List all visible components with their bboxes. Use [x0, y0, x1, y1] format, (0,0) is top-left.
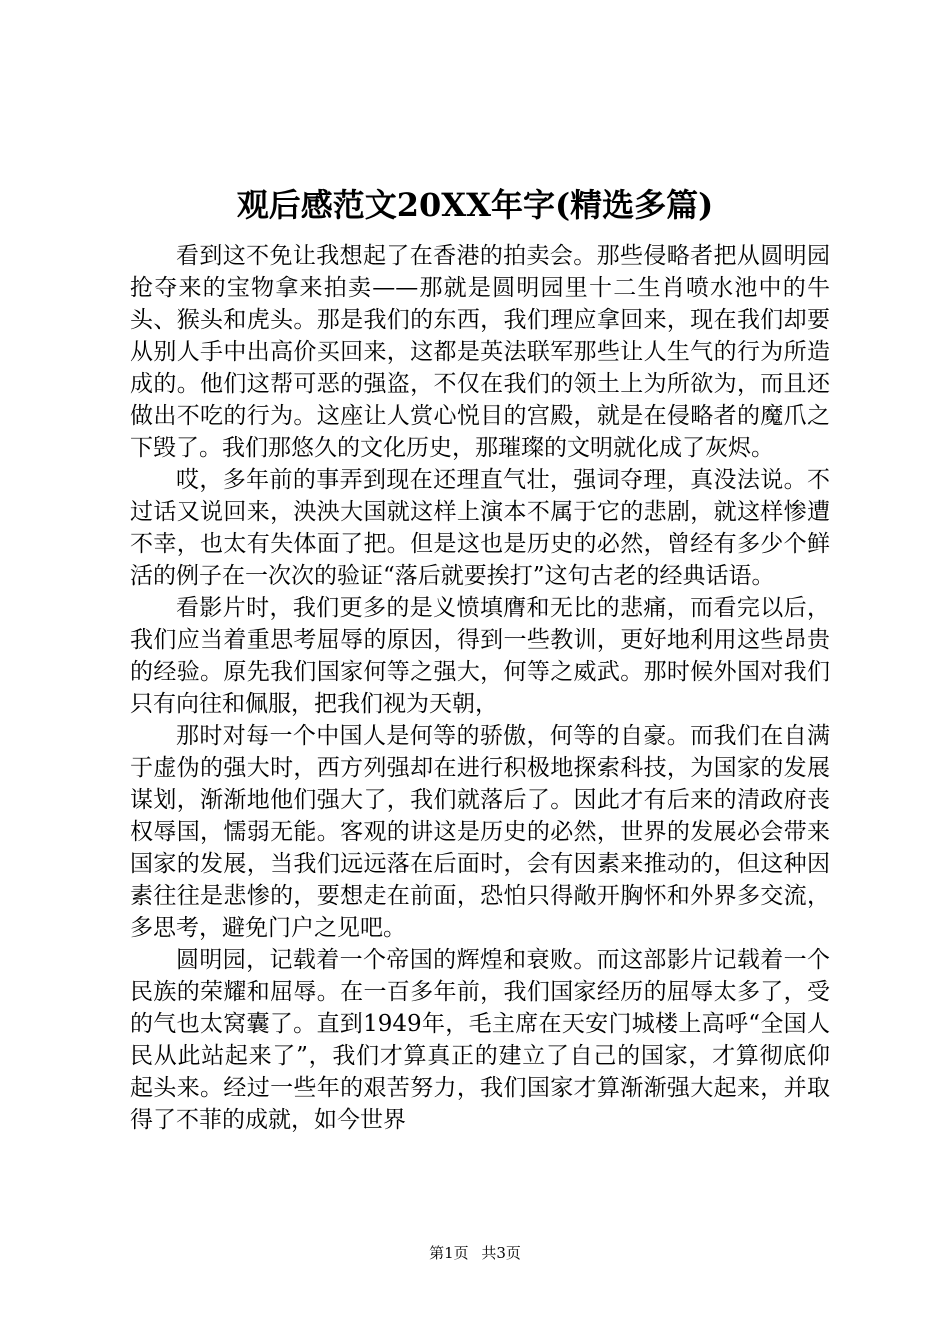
document-body — [130, 240, 830, 1136]
paragraph: 圆明园，记载着一个帝国的辉煌和衰败。而这部影片记载着一个民族的荣耀和屈辱。在一百多年前，我们国家经历的屈辱太多了，受的气也太窝囊了。直到1949年，毛主席在天安门城楼上高呼“全国人民从此站起来了”，我们才算真正的建立了自己的国家，才算彻底仰起头来。经过一些年的艰苦努力，我们国家才算渐渐强大起来，并取得了不菲的成就，如今世界 — [130, 947, 830, 1133]
paragraph: 看到这不免让我想起了在香港的拍卖会。那些侵略者把从圆明园抢夺来的宝物拿来拍卖——那就是圆明园里十二生肖喷水池中的牛头、猴头和虎头。那是我们的东西，我们理应拿回来，现在我们却要从别人手中出高价买回来，这都是英法联军那些让人生气的行为所造成的。他们这帮可恶的强盗，不仅在我们的领土上为所欲为，而且还做出不吃的行为。这座让人赏心悦目的宫殿，就是在侵略者的魔爪之下毁了。我们那悠久的文化历史，那璀璨的文明就化成了灰烬。 — [130, 243, 830, 461]
page-number: 第1页 — [429, 1244, 469, 1262]
paragraph: 看影片时，我们更多的是义愤填膺和无比的悲痛，而看完以后，我们应当着重思考屈辱的原因，得到一些教训，更好地利用这些昂贵的经验。原先我们国家何等之强大，何等之威武。那时候外国对我们只有向往和佩服，把我们视为天朝， — [130, 595, 830, 717]
page-total: 共3页 — [481, 1244, 521, 1262]
document-title: 观后感范文20XX年字(精选多篇) — [236, 186, 714, 224]
paragraph: 那时对每一个中国人是何等的骄傲，何等的自豪。而我们在自满于虚伪的强大时，西方列强却在进行积极地探索科技，为国家的发展谋划，渐渐地他们强大了，我们就落后了。因此才有后来的清政府丧权辱国，懦弱无能。客观的讲这是历史的必然，世界的发展必会带来国家的发展，当我们远远落在后面时，会有因素来推动的，但这种因素往往是悲惨的，要想走在前面，恐怕只得敞开胸怀和外界多交流，多思考，避免门户之见吧。 — [130, 723, 830, 941]
paragraph: 哎，多年前的事弄到现在还理直气壮，强词夺理，真没法说。不过话又说回来，泱泱大国就这样上演本不属于它的悲剧，就这样惨遭不幸，也太有失体面了把。但是这也是历史的必然，曾经有多少个鲜活的例子在一次次的验证“落后就要挨打”这句古老的经典话语。 — [130, 467, 830, 589]
page-footer — [0, 1243, 950, 1263]
